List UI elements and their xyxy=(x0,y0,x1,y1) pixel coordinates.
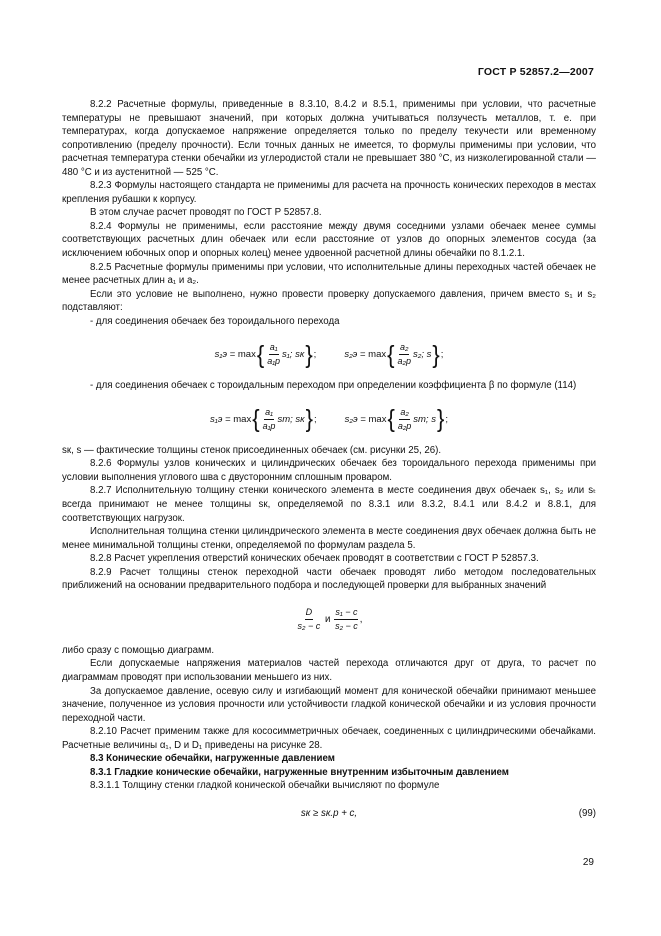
document-body xyxy=(62,98,596,832)
paragraph-diagrams: либо сразу с помощью диаграмм. xyxy=(62,644,215,656)
brace-right: } xyxy=(305,404,313,434)
formula-max: = max xyxy=(229,349,256,361)
fraction xyxy=(262,407,277,432)
fraction-numerator: D xyxy=(305,607,314,620)
fraction-d-ratio xyxy=(297,607,322,632)
paragraph-8-3-1-1: 8.3.1.1 Толщину стенки гладкой конической обечайки вычисляют по формуле xyxy=(90,780,440,792)
formula-99 xyxy=(62,807,596,821)
fraction-numerator: a₂ xyxy=(399,342,409,355)
paragraph-8-2-4: 8.2.4 Формулы не применимы, если расстояние между двумя соседними узлами обечаек менее суммы соответствующих расчетных длин обечаек или если расстояние от узлов до опорных элементов сосуда (за исключением юбочных опор и опорных колец) менее удвоенной расчетной длины обечайки по 8.1.2.1. xyxy=(62,220,596,260)
equation-number: (99) xyxy=(578,807,596,819)
paragraph-8-2-5: 8.2.5 Расчетные формулы применимы при условии, что исполнительные длины переходных частей обечаек не менее расчетных длин a₁ и a₂. xyxy=(62,261,596,287)
paragraph-8-2-3-note: В этом случае расчет проводят по ГОСТ Р 52857.8. xyxy=(90,207,322,219)
standard-header: ГОСТ Р 52857.2—2007 xyxy=(477,66,594,78)
paragraph-8-2-8: 8.2.8 Расчет укрепления отверстий конических обечаек проводят в соответствии с ГОСТ Р 52857.3. xyxy=(90,553,539,565)
brace-right: } xyxy=(305,339,313,369)
brace-right: } xyxy=(436,404,445,434)
fraction-denominator: a₂р xyxy=(397,356,411,367)
paragraph-8-2-7-cylinder: Исполнительная толщина стенки цилиндрического элемента в месте соединения двух обечаек должна быть не менее минимальной толщины стенки, определяемой по формулам раздела 5. xyxy=(62,526,596,551)
formula-99-expression: sк ≥ sк.р + c, xyxy=(300,807,358,819)
fraction xyxy=(266,342,281,367)
paragraph-8-2-9: 8.2.9 Расчет толщины стенок переходной части обечаек проводят либо методом последовательных приближений на основании предварительного подбора и последующей проверки для выбранных значений xyxy=(62,566,596,592)
brace-left: { xyxy=(252,404,260,434)
fraction-denominator: s₂ − c xyxy=(297,620,321,631)
formula-tail: sт; s xyxy=(413,413,436,425)
fraction-s-ratio xyxy=(334,607,359,632)
fraction-numerator: a₁ xyxy=(264,407,274,420)
brace-left: { xyxy=(256,339,265,369)
formula-lhs: s₂э xyxy=(344,413,358,425)
paragraph-8-2-5-condition: Если это условие не выполнено, нужно провести проверку допускаемого давления, причем вместо s₁ и s₂ подставляют: xyxy=(62,288,596,314)
formula-s1e: s₁э = max { $\frac{\text{a₁}}{\text{a₁р}}$ s₁; sк } ; xyxy=(214,339,317,369)
paragraph-8-2-3: 8.2.3 Формулы настоящего стандарта не применимы для расчета на прочность конических переходов в местах крепления рубашки к корпусу. xyxy=(62,180,596,205)
formula-and: и xyxy=(324,613,331,625)
heading-8-3: 8.3 Конические обечайки, нагруженные давлением xyxy=(90,753,335,765)
paragraph-with-toroidal: - для соединения обечаек с тороидальным переходом при определении коэффициента β по формуле (114) xyxy=(90,380,577,392)
paragraph-without-toroidal: - для соединения обечаек без тороидального перехода xyxy=(90,315,340,327)
paragraph-8-2-6: 8.2.6 Формулы узлов конических и цилиндрических обечаек без тороидального перехода применимы при условии выполнения углового шва с двусторонним сплошным проваром. xyxy=(62,458,596,483)
formula-lhs: s₁э xyxy=(210,413,223,425)
formula-s2e: s₂э = max { $\frac{\text{a₂}}{\text{a₂р}}$ s₂; s } ; xyxy=(344,339,444,369)
fraction-denominator: a₂р xyxy=(397,420,412,431)
brace-right: } xyxy=(432,339,440,369)
paragraph-8-2-7: 8.2.7 Исполнительную толщину стенки конического элемента в месте соединения двух обечаек s₁, s₂ или sₜ всегда принимают не менее толщины sк, определяемой по 8.3.1 или 8.3.2, 8.4.1 или 8.4.2 и 8.8.1, для соответствующих нагрузок. xyxy=(62,485,596,524)
formula-max: = max xyxy=(360,349,387,361)
formula-without-toroidal xyxy=(62,339,596,369)
formula-tail: s₂; s xyxy=(412,349,432,361)
fraction-numerator: s₁ − c xyxy=(334,607,358,620)
formula-max: = max xyxy=(360,413,387,425)
fraction xyxy=(397,342,412,367)
paragraph-allowable-pressure: За допускаемое давление, осевую силу и изгибающий момент для конической обечайки принимают меньшее значение, полученное из условия прочности или устойчивости гладкой конической обечайки и из условия прочности переходной части. xyxy=(62,685,596,724)
formula-ratios xyxy=(62,607,596,632)
fraction-denominator: a₁р xyxy=(262,420,276,431)
fraction-denominator: s₂ − c xyxy=(335,620,358,631)
formula-s1e-toroidal: s₁э = max { $\frac{\text{a₁}}{\text{a₁р}}$ sт; sк } ; xyxy=(210,404,317,434)
formula-s2e-toroidal: s₂э = max { $\frac{\text{a₂}}{\text{a₂р}}$ sт; s } ; xyxy=(344,404,448,434)
paragraph-8-2-2: 8.2.2 Расчетные формулы, приведенные в 8.3.10, 8.4.2 и 8.5.1, применимы при условии, что расчетные температуры не превышают значений, при которых должна учитываться ползучесть металлов, т. е. при температурах, когда допускаемое напряжение определяется только по пределу текучести или временному сопротивлению (пределу прочности). Если точных данных не имеется, то формулы применимы при условии, что расчетная температура стенки обечайки из углеродистой стали не превышает 380 °С, из низколегированной стали — 480 °С и из аустенитной — 525 °С. xyxy=(62,99,596,178)
formula-tail: s₁; sк xyxy=(282,349,305,361)
fraction-numerator: a₁ xyxy=(269,342,279,355)
paragraph-8-2-10: 8.2.10 Расчет применим также для кососимметричных обечаек, соединенных с цилиндрическими обечайками. Расчетные величины α₁, D и D₁ приведены на рисунке 28. xyxy=(62,726,596,751)
page-number: 29 xyxy=(582,857,594,868)
formula-tail: sт; sк xyxy=(277,413,305,425)
fraction-denominator: a₁р xyxy=(267,356,281,367)
formula-with-toroidal xyxy=(62,404,596,434)
paragraph-allowable-stress: Если допускаемые напряжения материалов частей перехода отличаются друг от друга, то расчет по диаграммам проводят при использовании меньшего из них. xyxy=(62,658,596,683)
brace-left: { xyxy=(387,404,395,434)
fraction xyxy=(397,407,412,432)
formula-lhs: s₁э xyxy=(214,349,228,361)
formula-max: = max xyxy=(225,413,252,425)
heading-8-3-1: 8.3.1 Гладкие конические обечайки, нагруженные внутренним избыточным давлением xyxy=(90,766,509,778)
brace-left: { xyxy=(387,339,395,369)
formula-comma: , xyxy=(359,613,363,625)
formula-lhs: s₂э xyxy=(344,349,358,361)
paragraph-actual-thickness: sк, s — фактические толщины стенок присоединенных обечаек (см. рисунки 25, 26). xyxy=(62,444,442,456)
fraction-numerator: a₂ xyxy=(399,407,409,420)
